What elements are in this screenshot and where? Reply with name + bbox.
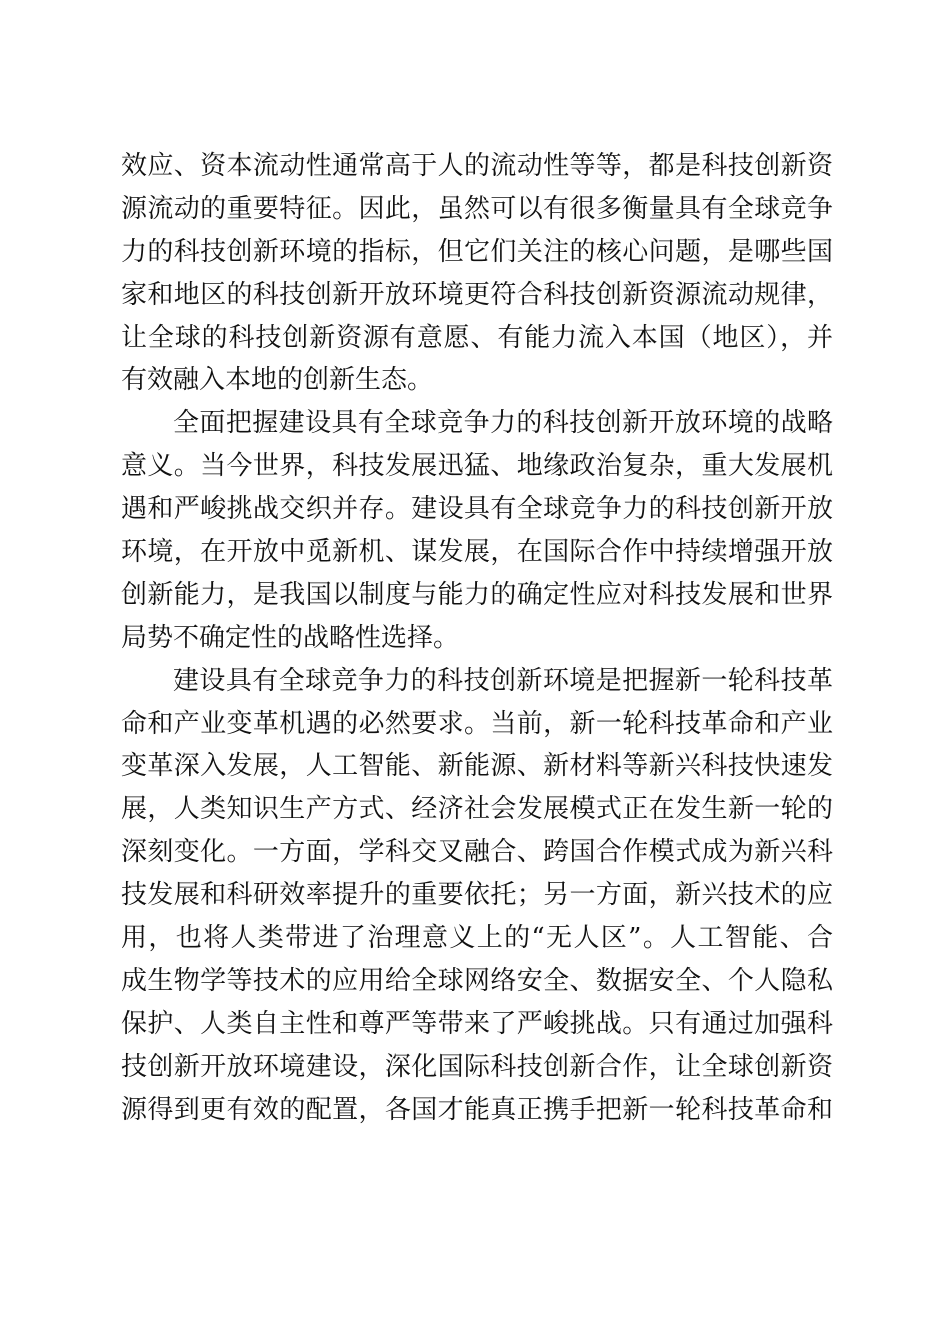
text-line: 全面把握建设具有全球竞争力的科技创新开放环境的战略 <box>173 408 833 439</box>
text-line: 建设具有全球竞争力的科技创新环境是把握新一轮科技革 <box>173 665 833 696</box>
text-line: 环境，在开放中觅新机、谋发展，在国际合作中持续增强开放 <box>121 537 833 568</box>
paragraph-1 <box>121 145 833 402</box>
text-line: 家和地区的科技创新开放环境更符合科技创新资源流动规律， <box>121 279 833 310</box>
paragraph-2 <box>121 402 833 659</box>
text-line: 创新能力，是我国以制度与能力的确定性应对科技发展和世界 <box>121 579 833 610</box>
text-line: 源流动的重要特征。因此，虽然可以有很多衡量具有全球竞争 <box>121 193 833 224</box>
text-line: 变革深入发展，人工智能、新能源、新材料等新兴科技快速发 <box>121 751 833 782</box>
text-line: 深刻变化。一方面，学科交叉融合、跨国合作模式成为新兴科 <box>121 837 833 868</box>
text-line: 效应、资本流动性通常高于人的流动性等等，都是科技创新资 <box>121 151 833 181</box>
text-line: 技创新开放环境建设，深化国际科技创新合作，让全球创新资 <box>121 1051 833 1082</box>
text-line: 源得到更有效的配置，各国才能真正携手把新一轮科技革命和 <box>121 1094 833 1125</box>
text-line: 局势不确定性的战略性选择。 <box>121 622 460 653</box>
text-line: 命和产业变革机遇的必然要求。当前，新一轮科技革命和产业 <box>121 708 833 739</box>
text-line: 技发展和科研效率提升的重要依托；另一方面，新兴技术的应 <box>121 880 833 911</box>
text-line: 保护、人类自主性和尊严等带来了严峻挑战。只有通过加强科 <box>121 1008 833 1039</box>
text-line: 展，人类知识生产方式、经济社会发展模式正在发生新一轮的 <box>121 794 833 825</box>
body-text <box>121 145 833 1131</box>
text-line: 用，也将人类带进了治理意义上的“无人区”。人工智能、合 <box>121 923 833 954</box>
text-line: 成生物学等技术的应用给全球网络安全、数据安全、个人隐私 <box>121 965 833 996</box>
paragraph-3 <box>121 660 833 1132</box>
text-line: 让全球的科技创新资源有意愿、有能力流入本国（地区），并 <box>121 322 833 353</box>
text-line: 力的科技创新环境的指标，但它们关注的核心问题，是哪些国 <box>121 236 833 267</box>
text-line: 意义。当今世界，科技发展迅猛、地缘政治复杂，重大发展机 <box>121 451 833 482</box>
text-line: 遇和严峻挑战交织并存。建设具有全球竞争力的科技创新开放 <box>121 494 833 525</box>
text-line: 有效融入本地的创新生态。 <box>121 365 434 396</box>
